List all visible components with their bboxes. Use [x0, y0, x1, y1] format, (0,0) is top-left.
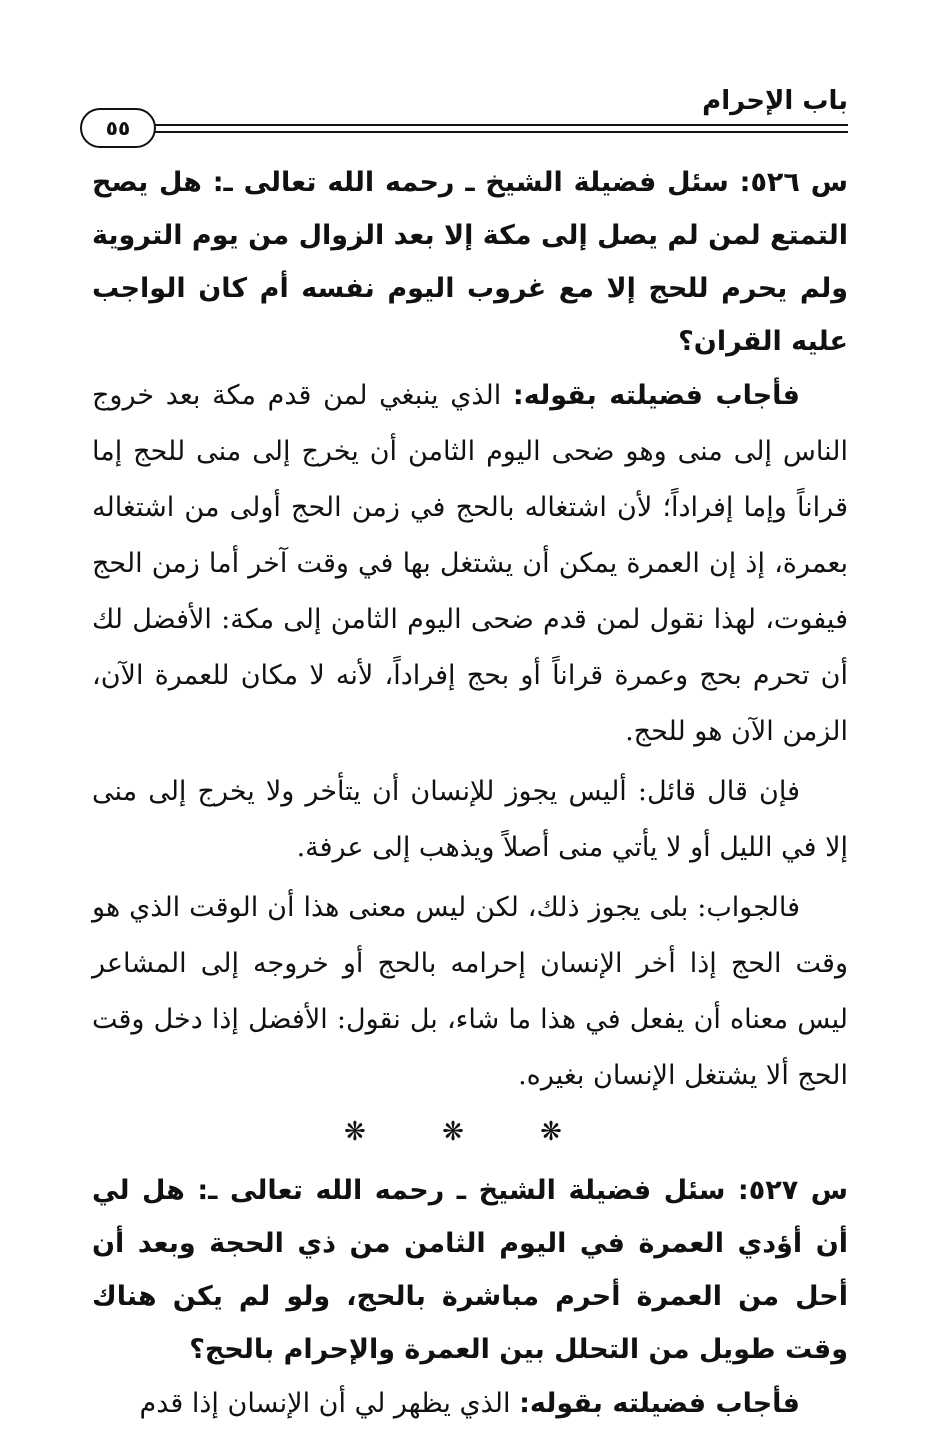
question-intro: سئل فضيلة الشيخ ـ رحمه الله تعالى ـ: [197, 1175, 726, 1206]
question-number: س ٥٢٧: [737, 1175, 848, 1206]
question-text: هل لي أن أؤدي العمرة في اليوم الثامن من ذي الحجة وبعد أن أحل من العمرة أحرم مباشرة بالحج، ولو لم يكن هناك وقت طويل من التحلل بين العمرة والإحرام بالحج؟ [92, 1175, 848, 1365]
question-526 [92, 156, 848, 368]
answer-526-reply: فالجواب: بلى يجوز ذلك، لكن ليس معنى هذا أن الوقت الذي هو وقت الحج إذا أخر الإنسان إحرامه بالحج أو خروجه إلى المشاعر ليس معناه أن يفعل في هذا ما شاء، بل نقول: الأفضل إذا دخل وقت الحج ألا يشتغل الإنسان بغيره. [92, 892, 848, 1091]
answer-text: الذي ينبغي لمن قدم مكة بعد خروج الناس إلى منى وهو ضحى اليوم الثامن أن يخرج إلى منى للحج إما قراناً وإما إفراداً؛ لأن اشتغاله بالحج في زمن الحج أولى من اشتغاله بعمرة، إذ إن العمرة يمكن أن يشتغل بها في وقت آخر أما زمن الحج فيفوت، لهذا نقول لمن قدم ضحى اليوم الثامن إلى مكة: الأفضل لك أن تحرم بحج وعمرة قراناً أو بحج إفراداً، لأنه لا مكان للعمرة الآن، الزمن الآن هو للحج. [92, 380, 848, 747]
answer-526-objection: فإن قال قائل: أليس يجوز للإنسان أن يتأخر ولا يخرج إلى منى إلا في الليل أو لا يأتي منى أصلاً ويذهب إلى عرفة. [92, 776, 848, 863]
question-number: س ٥٢٦: [739, 167, 848, 198]
header-rule [150, 124, 848, 126]
answer-lead: فأجاب فضيلته بقوله: [512, 380, 800, 411]
question-527 [92, 1164, 848, 1376]
answer-526-paragraph [92, 368, 848, 760]
answer-lead: فأجاب فضيلته بقوله: [519, 1388, 800, 1419]
page-number: ٥٥ [80, 108, 156, 148]
answer-text: الذي يظهر لي أن الإنسان إذا قدم [139, 1388, 511, 1419]
answer-527-paragraph [92, 1376, 848, 1432]
page-body [92, 156, 848, 1432]
question-intro: سئل فضيلة الشيخ ـ رحمه الله تعالى ـ: [212, 167, 729, 198]
question-text: هل يصح التمتع لمن لم يصل إلى مكة إلا بعد الزوال من يوم التروية ولم يحرم للحج إلا مع غروب اليوم نفسه أم كان الواجب عليه القران؟ [92, 167, 848, 357]
header-rule [150, 131, 848, 133]
section-separator: ❋ ❋ ❋ [344, 1117, 596, 1147]
running-title: باب الإحرام [702, 86, 848, 116]
